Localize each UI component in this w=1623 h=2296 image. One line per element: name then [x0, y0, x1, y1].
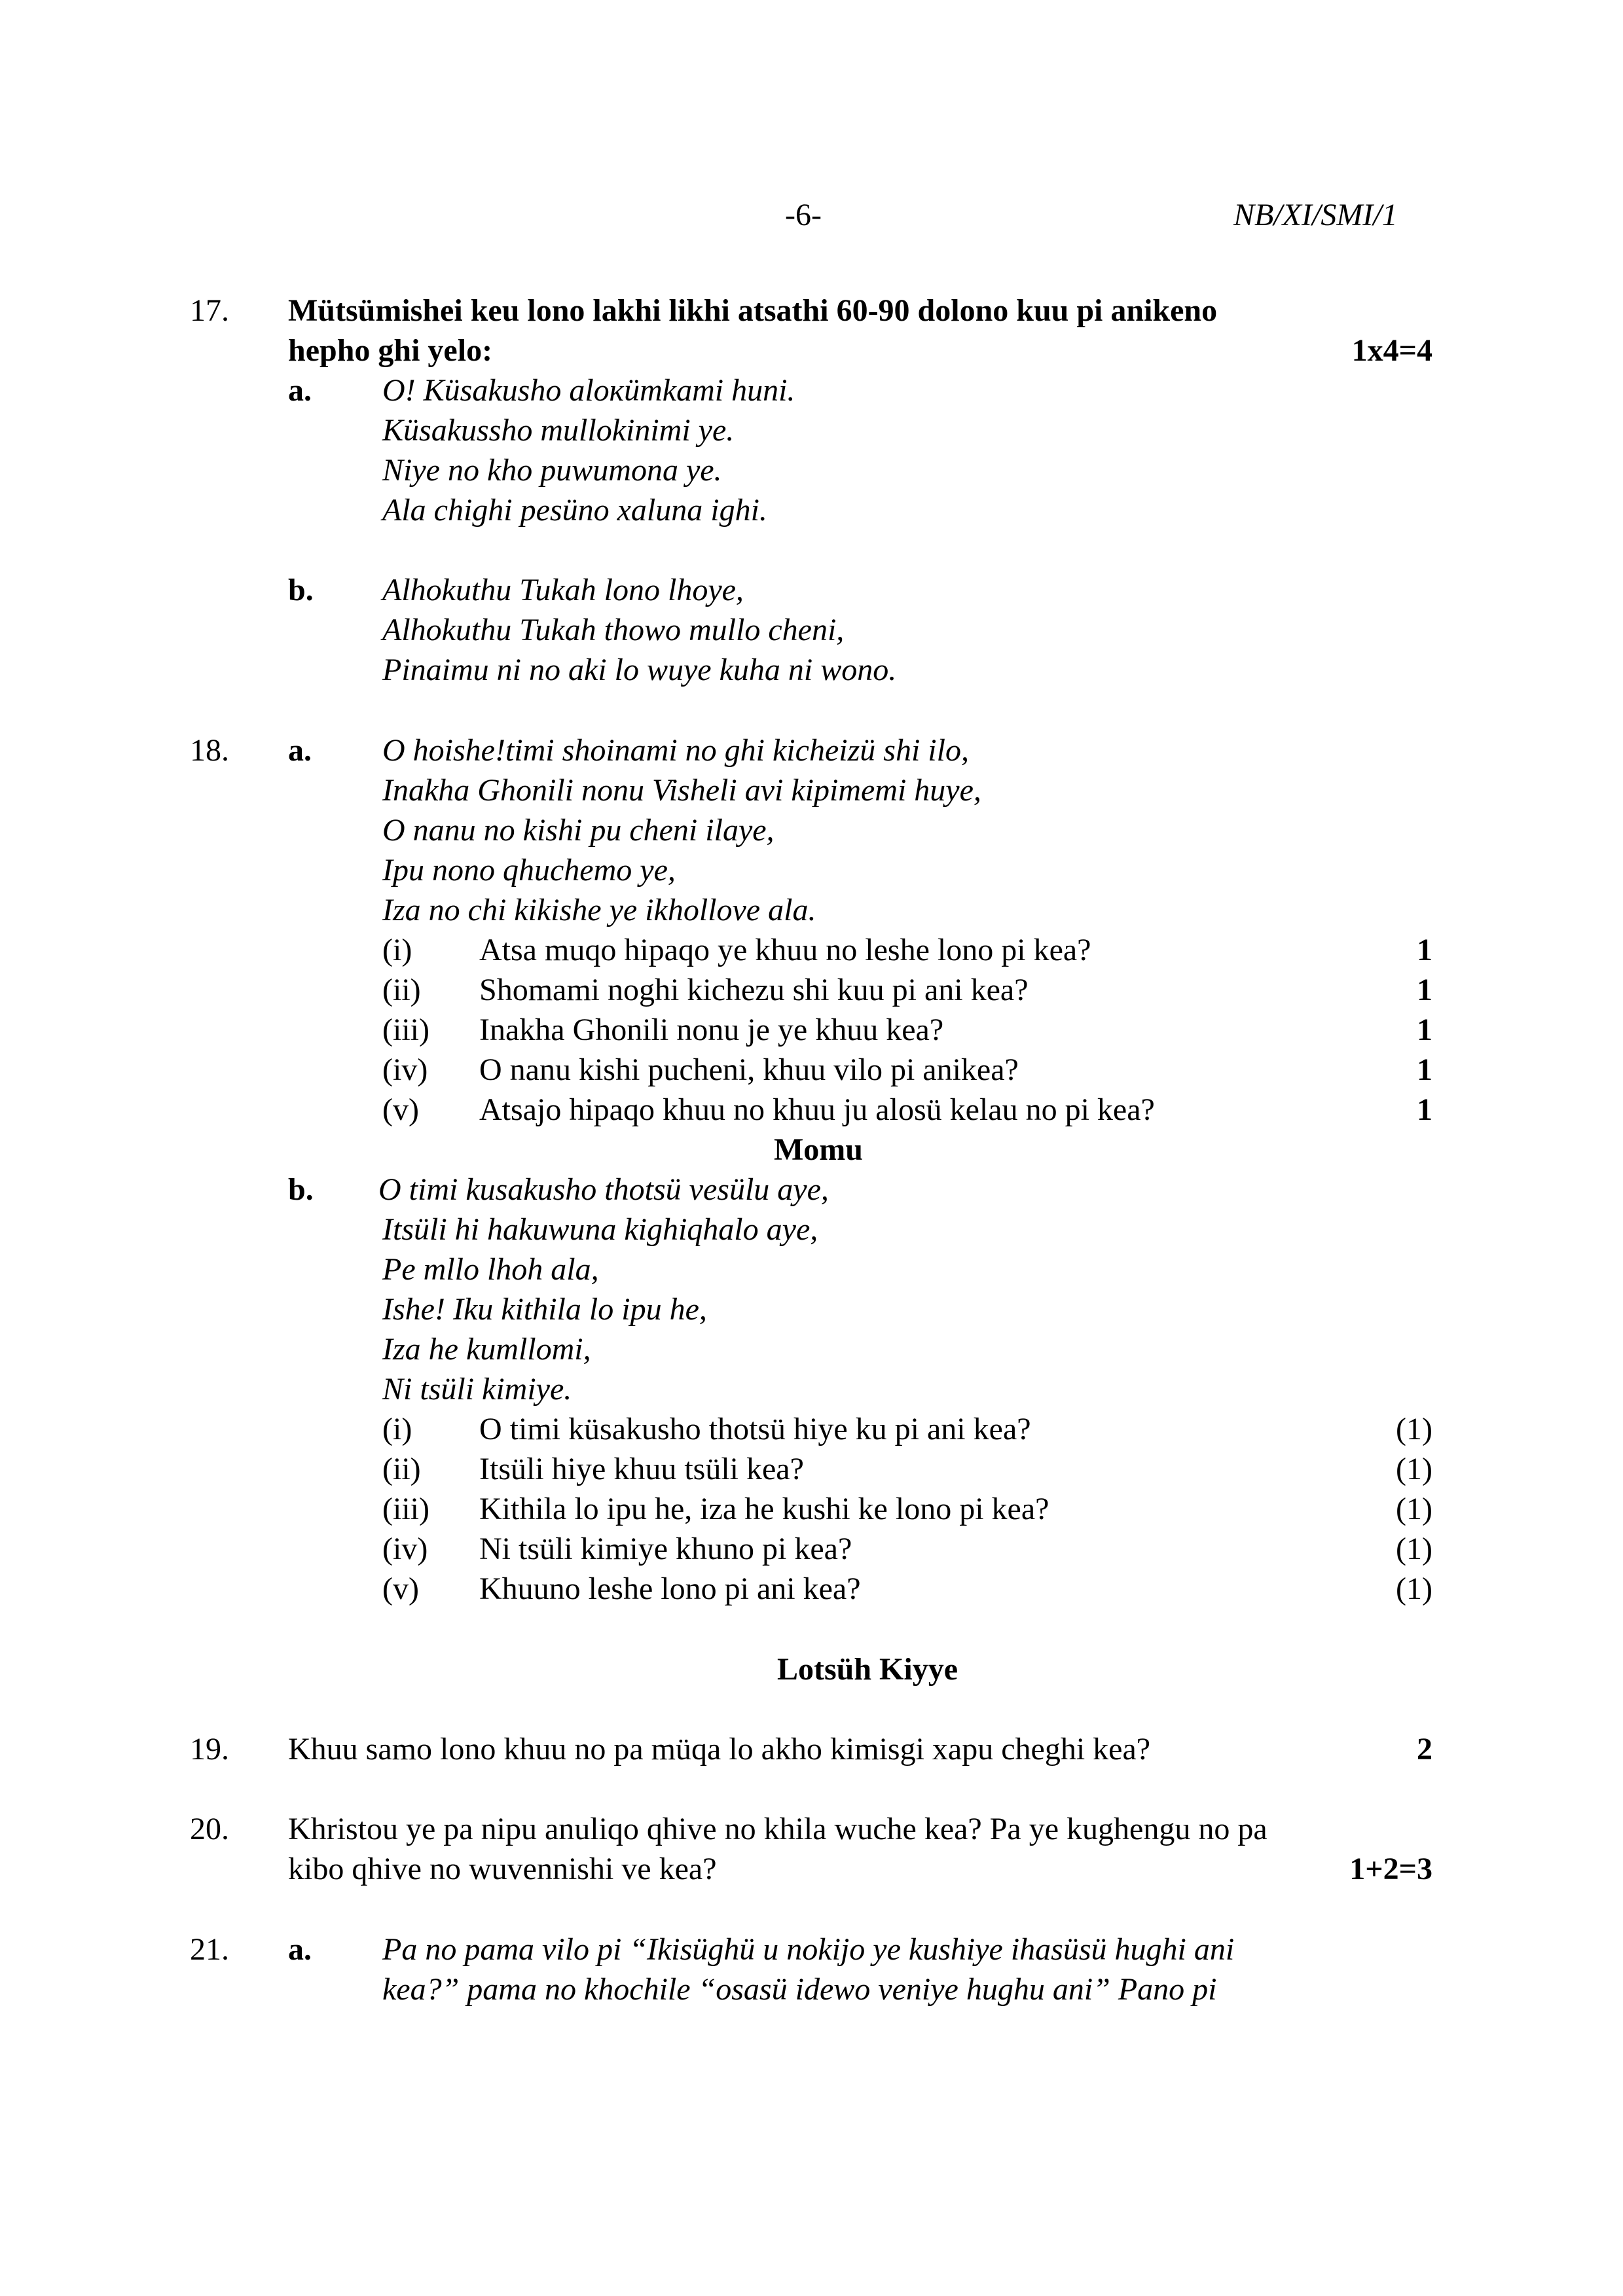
q18-a-question-text: Atsa muqo hipaqo ye khuu no leshe lono pi kea?: [479, 933, 1091, 967]
q18-b-question-text: Khuuno leshe lono pi ani kea?: [479, 1571, 861, 1606]
q18-b-question-mark: (1): [1396, 1492, 1432, 1526]
q17-a-line: Ala chighi pesüno xaluna ighi.: [382, 493, 767, 528]
q18-b-line: Pe mllo lhoh ala,: [382, 1252, 599, 1287]
q18-a-question-num: (iii): [382, 1013, 429, 1047]
q17-a-line: Küsakussho mullokinimi ye.: [382, 413, 735, 448]
q20-line1: Khristou ye pa nipu anuliqo qhive no khila wuche kea? Pa ye kughengu no pa: [288, 1812, 1267, 1846]
q18-a-question-text: Shomami noghi kichezu shi kuu pi ani kea?: [479, 973, 1029, 1007]
q18-b-question-text: Kithila lo ipu he, iza he kushi ke lono pi kea?: [479, 1492, 1049, 1526]
q18-a-line: Inakha Ghonili nonu Visheli avi kipimemi huye,: [382, 773, 981, 808]
q19-marks: 2: [1417, 1732, 1432, 1767]
q18-a-question-num: (i): [382, 933, 412, 967]
q17-marks: 1x4=4: [1351, 333, 1432, 368]
q21-line2: kea?” pama no khochile “osasü idewo veniye hughu ani” Pano pi: [382, 1972, 1217, 2007]
q18-a-question-mark: 1: [1417, 1052, 1432, 1087]
q18-b-question-mark: (1): [1396, 1532, 1432, 1566]
or-label: Momu: [774, 1132, 863, 1167]
q18-b-question-num: (ii): [382, 1452, 421, 1486]
q17-instruction-line2: hepho ghi yelo:: [288, 333, 493, 368]
q18-a-question-num: (v): [382, 1092, 419, 1127]
q18-a-line: Iza no chi kikishe ye ikhollove ala.: [382, 893, 816, 927]
q21-number: 21.: [190, 1932, 229, 1967]
q21-line1: Pa no pama vilo pi “Ikisüghü u nokijo ye kushiye ihasüsü hughi ani: [382, 1932, 1235, 1967]
q18-a-line: Ipu nono qhuchemo ye,: [382, 853, 676, 888]
q17-instruction-line1: Mütsümishei keu lono lakhi likhi atsathi 60-90 dolono kuu pi anikeno: [288, 293, 1218, 328]
q18-a-question-text: Inakha Ghonili nonu je ye khuu kea?: [479, 1013, 944, 1047]
q18-b-question-text: Ni tsüli kimiye khuno pi kea?: [479, 1532, 852, 1566]
q17-b-line: Alhokuthu Tukah thowo mullo cheni,: [382, 613, 845, 647]
q19-number: 19.: [190, 1732, 229, 1767]
q18-b-line: Ishe! Iku kithila lo ipu he,: [382, 1292, 707, 1327]
q17-b-line: Pinaimu ni no aki lo wuye kuha ni wono.: [382, 653, 897, 687]
q18-a-label: a.: [288, 733, 312, 768]
q17-a-label: a.: [288, 373, 312, 408]
q20-line2: kibo qhive no wuvennishi ve kea?: [288, 1852, 717, 1886]
q17-a-line: O! Küsakusho aloкümkami huni.: [382, 373, 795, 408]
q18-b-question-mark: (1): [1396, 1452, 1432, 1486]
q19-text: Khuu samo lono khuu no pa müqa lo akho kimisgi xapu cheghi kea?: [288, 1732, 1151, 1767]
page-number: -6-: [785, 198, 822, 232]
q20-marks: 1+2=3: [1349, 1852, 1432, 1886]
q18-a-line: O hoishe!timi shoinami no ghi kicheizü shi ilo,: [382, 733, 969, 768]
q18-b-question-text: Itsüli hiye khuu tsüli kea?: [479, 1452, 804, 1486]
q17-a-line: Niye no kho puwumona ye.: [382, 453, 722, 488]
q18-number: 18.: [190, 733, 229, 768]
q18-a-question-num: (ii): [382, 973, 421, 1007]
q18-b-question-text: O timi küsakusho thotsü hiye ku pi ani kea?: [479, 1412, 1031, 1446]
q18-a-question-num: (iv): [382, 1052, 428, 1087]
q18-a-question-mark: 1: [1417, 973, 1432, 1007]
q20-number: 20.: [190, 1812, 229, 1846]
q18-a-question-text: Atsajo hipaqo khuu no khuu ju alosü kelau no pi kea?: [479, 1092, 1155, 1127]
q18-a-line: O nanu no kishi pu cheni ilaye,: [382, 813, 775, 848]
q18-b-question-mark: (1): [1396, 1412, 1432, 1446]
q18-b-question-num: (v): [382, 1571, 419, 1606]
q18-b-line: Ni tsüli kimiye.: [382, 1372, 572, 1407]
q18-b-question-num: (iii): [382, 1492, 429, 1526]
q18-a-question-text: O nanu kishi pucheni, khuu vilo pi anikea?: [479, 1052, 1019, 1087]
q18-b-question-num: (i): [382, 1412, 412, 1446]
q17-b-line: Alhokuthu Tukah lono lhoye,: [382, 573, 744, 607]
q18-a-question-mark: 1: [1417, 1013, 1432, 1047]
q18-b-question-num: (iv): [382, 1532, 428, 1566]
paper-code: NB/XI/SMI/1: [1233, 198, 1398, 232]
section-title: Lotsüh Kiyye: [776, 1652, 958, 1687]
q18-b-line: O timi kusakusho thotsü vesülu aye,: [378, 1172, 829, 1207]
q21-a-label: a.: [288, 1932, 312, 1967]
q18-b-line: Itsüli hi hakuwuna kighiqhalo aye,: [382, 1212, 818, 1247]
q18-b-question-mark: (1): [1396, 1571, 1432, 1606]
q18-a-question-mark: 1: [1417, 1092, 1432, 1127]
q17-b-label: b.: [288, 573, 314, 607]
q18-b-line: Iza he kumllomi,: [382, 1332, 591, 1367]
q17-number: 17.: [190, 293, 229, 328]
q18-a-question-mark: 1: [1417, 933, 1432, 967]
q18-b-label: b.: [288, 1172, 314, 1207]
